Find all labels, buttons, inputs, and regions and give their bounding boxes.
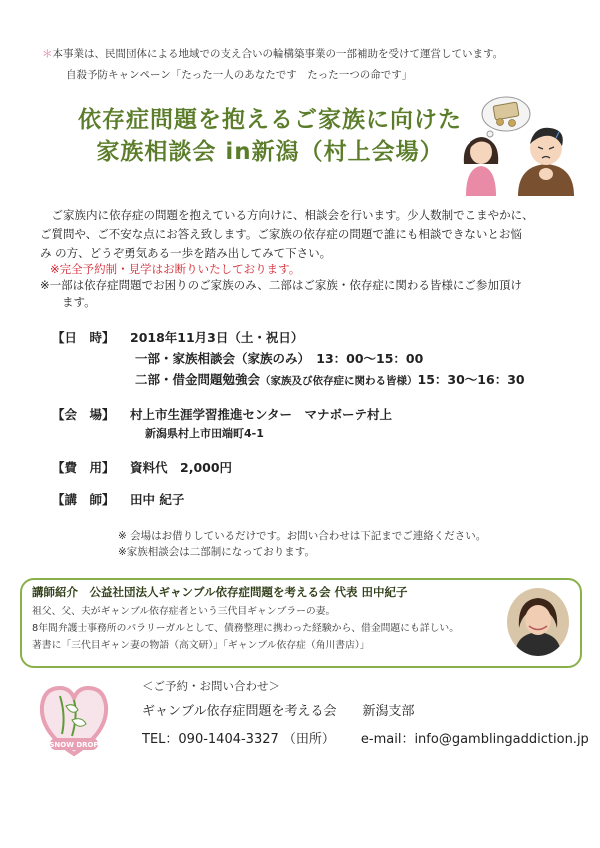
phone-number: TEL：090-1404-3327 （田所） [142, 732, 335, 747]
subsidy-mark: ＊ [42, 48, 53, 60]
intro-paragraph [40, 206, 570, 263]
reservation-note: ※完全予約制・見学はお断りいたしております。 [50, 262, 301, 276]
snow-drop-logo [32, 676, 116, 760]
intro-line: ご家族内に依存症の問題を抱えている方向けに、相談会を行います。少人数制でこまやかに、 [40, 208, 534, 222]
intro-line: み の方、どうぞ勇気ある一歩を踏み出してみて下さい。 [40, 246, 332, 260]
organization-name: ギャンブル依存症問題を考える会 [142, 704, 337, 719]
date-value: 2018年11月3日（土・祝日） [130, 330, 304, 345]
page-title-line1: 依存症問題を抱えるご家族に向けた [78, 107, 462, 133]
intro-line: ご質問や、ご不安な点にお答え致します。ご家族の依存症の問題で誰にも相談できないとお悩 [40, 227, 522, 241]
contact-heading: ＜ご予約・お問い合わせ＞ [142, 679, 280, 693]
lecturer-label: 【講 師】 [52, 492, 115, 507]
part2-title: 二部・借金問題勉強会 [135, 372, 261, 387]
worried-couple-illustration [460, 92, 580, 198]
venue-label: 【会 場】 [52, 407, 115, 422]
participation-note [40, 277, 570, 311]
organization [142, 700, 415, 719]
page-title-line2: 家族相談会 in新潟（村上会場） [96, 139, 444, 165]
date-label: 【日 時】 [52, 330, 115, 345]
campaign-slogan: 自殺予防キャンペーン「たった一人のあなたです たった一つの命です」 [66, 69, 413, 81]
subsidy-text: 本事業は、民間団体による地域での支え合いの輪構築事業の一部補助を受けて運営しています。 [52, 48, 504, 60]
lecturer-photo [507, 588, 569, 656]
venue-address: 新潟県村上市田端町4-1 [145, 427, 264, 440]
lecturer-bio-line: 8年間弁護士事務所のパラリーガルとして、債務整理に携わった経験から、借金問題にも詳しい。 [32, 623, 460, 634]
email-address[interactable]: e-mail：info@gamblingaddiction.jp [360, 732, 589, 747]
lecturer-bio-line: 著書に「三代目ギャン妻の物語（高文研）」「ギャンブル依存症（角川書店）」 [32, 640, 370, 651]
part2-time: 15：30～16：30 [417, 372, 525, 387]
part1-schedule: 一部・家族相談会（家族のみ） 13：00～15：00 [135, 351, 424, 366]
lecturer-value: 田中 紀子 [130, 492, 185, 507]
lecturer-bio-line: 祖父、父、夫がギャンブル依存症者という三代目ギャンブラーの妻。 [32, 606, 336, 617]
venue-name: 村上市生涯学習推進センター マナボーテ村上 [130, 407, 393, 422]
subsidy-notice [42, 46, 503, 61]
remark-line: ※ 会場はお借りしているだけです。お問い合わせは下記までご連絡ください。 [118, 530, 487, 542]
contact-info [142, 728, 589, 747]
part2-audience: （家族及び依存症に関わる皆様） [260, 375, 418, 387]
fee-value: 資料代 2,000円 [130, 460, 233, 475]
fee-label: 【費 用】 [52, 460, 115, 475]
part2-schedule [135, 370, 525, 388]
remark-line: ※家族相談会は二部制になっております。 [118, 546, 315, 558]
participation-note-line: ※一部は依存症問題でお困りのご家族のみ、二部はご家族・依存症に関わる皆様にご参加頂け [40, 278, 522, 292]
remarks [118, 528, 486, 560]
organization-branch: 新潟支部 [362, 704, 415, 719]
participation-note-line: ます。 [62, 295, 96, 309]
lecturer-intro-heading: 講師紹介 公益社団法人ギャンブル依存症問題を考える会 代表 田中紀子 [32, 585, 408, 599]
logo-text: SNOW DROP [49, 741, 99, 749]
